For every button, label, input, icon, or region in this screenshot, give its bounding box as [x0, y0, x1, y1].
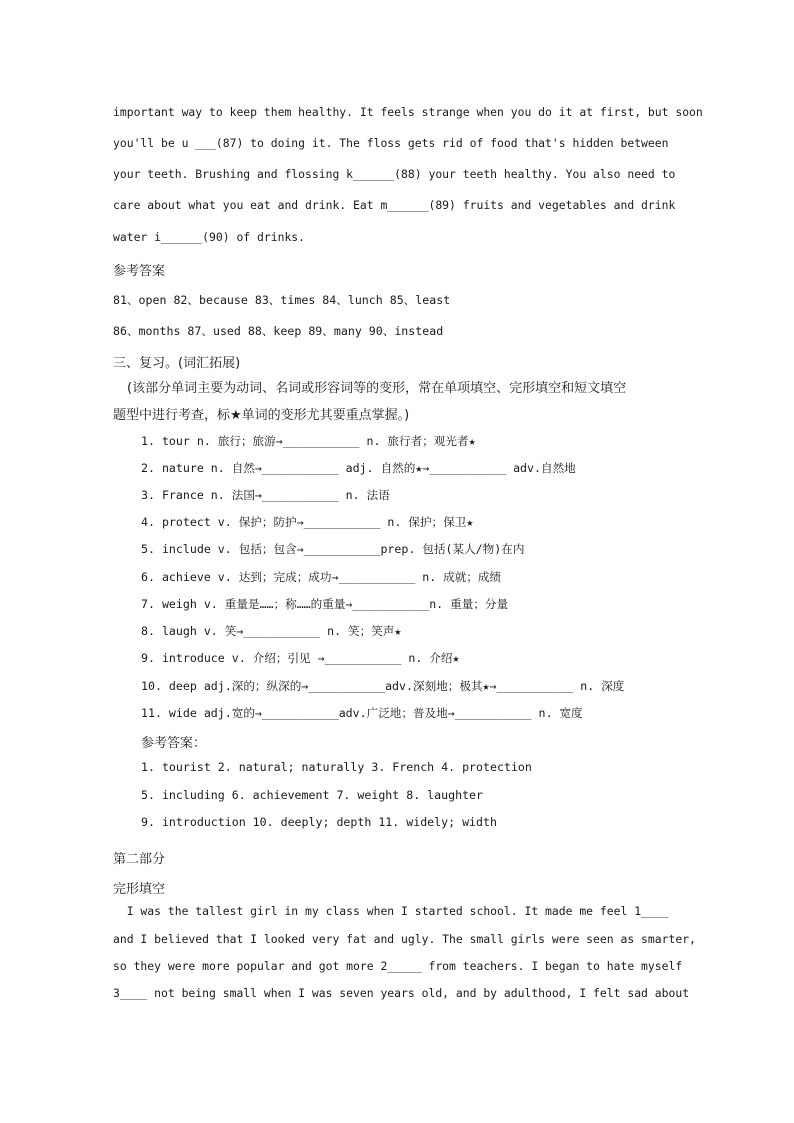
- passage-line: care about what you eat and drink. Eat m______(89) fruits and vegetables and drink: [113, 198, 676, 212]
- passage-line: your teeth. Brushing and flossing k______(88) your teeth healthy. You also need to: [113, 167, 676, 181]
- vocab-item: 8. laugh v. 笑→___________ n. 笑；笑声★: [141, 624, 402, 638]
- section-note: (该部分单词主要为动词、名词或形容词等的变形，常在单项填空、完形填空和短文填空: [127, 381, 627, 396]
- answers-row: 9. introduction 10. deeply; depth 11. widely; width: [141, 815, 497, 829]
- answers-row: 81、open 82、because 83、times 84、lunch 85、least: [113, 293, 451, 307]
- vocab-item: 3. France n. 法国→___________ n. 法语: [141, 488, 390, 502]
- section-heading: 三、复习。(词汇拓展): [113, 356, 241, 371]
- vocab-item: 1. tour n. 旅行；旅游→___________ n. 旅行者；观光者★: [141, 434, 476, 448]
- cloze-line: I was the tallest girl in my class when I started school. It made me feel 1____: [113, 904, 669, 918]
- vocab-item: 9. introduce v. 介绍；引见 →___________ n. 介绍★: [141, 651, 460, 665]
- passage-line: you'll be u ___(87) to doing it. The floss gets rid of food that's hidden between: [113, 136, 669, 150]
- vocab-item: 6. achieve v. 达到；完成；成功→___________ n. 成就；成绩: [141, 570, 502, 584]
- vocab-item: 11. wide adj.宽的→___________adv.广泛地；普及地→___________ n. 宽度: [141, 706, 583, 720]
- passage-line: important way to keep them healthy. It feels strange when you do it at first, but soon: [113, 105, 703, 119]
- part-subheading: 完形填空: [113, 882, 166, 897]
- cloze-line: 3____ not being small when I was seven years old, and by adulthood, I felt sad about: [113, 986, 690, 1000]
- part-heading: 第二部分: [113, 852, 166, 867]
- vocab-item: 7. weigh v. 重量是……；称……的重量→___________n. 重量；分量: [141, 597, 509, 611]
- answers-row: 1. tourist 2. natural; naturally 3. French 4. protection: [141, 760, 532, 774]
- vocab-item: 2. nature n. 自然→___________ adj. 自然的★→___________ adv.自然地: [141, 461, 576, 475]
- answers-heading: 参考答案: [113, 264, 166, 279]
- section-note: 题型中进行考查，标★单词的变形尤其要重点掌握。): [113, 408, 410, 423]
- answers-heading: 参考答案：: [141, 736, 207, 751]
- vocab-item: 10. deep adj.深的；纵深的→___________adv.深刻地；极其★→___________ n. 深度: [141, 679, 625, 693]
- vocab-item: 5. include v. 包括；包含→___________prep. 包括(某人/物)在内: [141, 542, 525, 556]
- vocab-item: 4. protect v. 保护；防护→___________ n. 保护；保卫★: [141, 515, 474, 529]
- answers-row: 5. including 6. achievement 7. weight 8. laughter: [141, 788, 484, 802]
- answers-row: 86、months 87、used 88、keep 89、many 90、instead: [113, 324, 444, 338]
- passage-line: water i______(90) of drinks.: [113, 230, 306, 244]
- cloze-line: and I believed that I looked very fat and ugly. The small girls were seen as smarter,: [113, 932, 696, 946]
- cloze-line: so they were more popular and got more 2_____ from teachers. I began to hate myself: [113, 959, 683, 973]
